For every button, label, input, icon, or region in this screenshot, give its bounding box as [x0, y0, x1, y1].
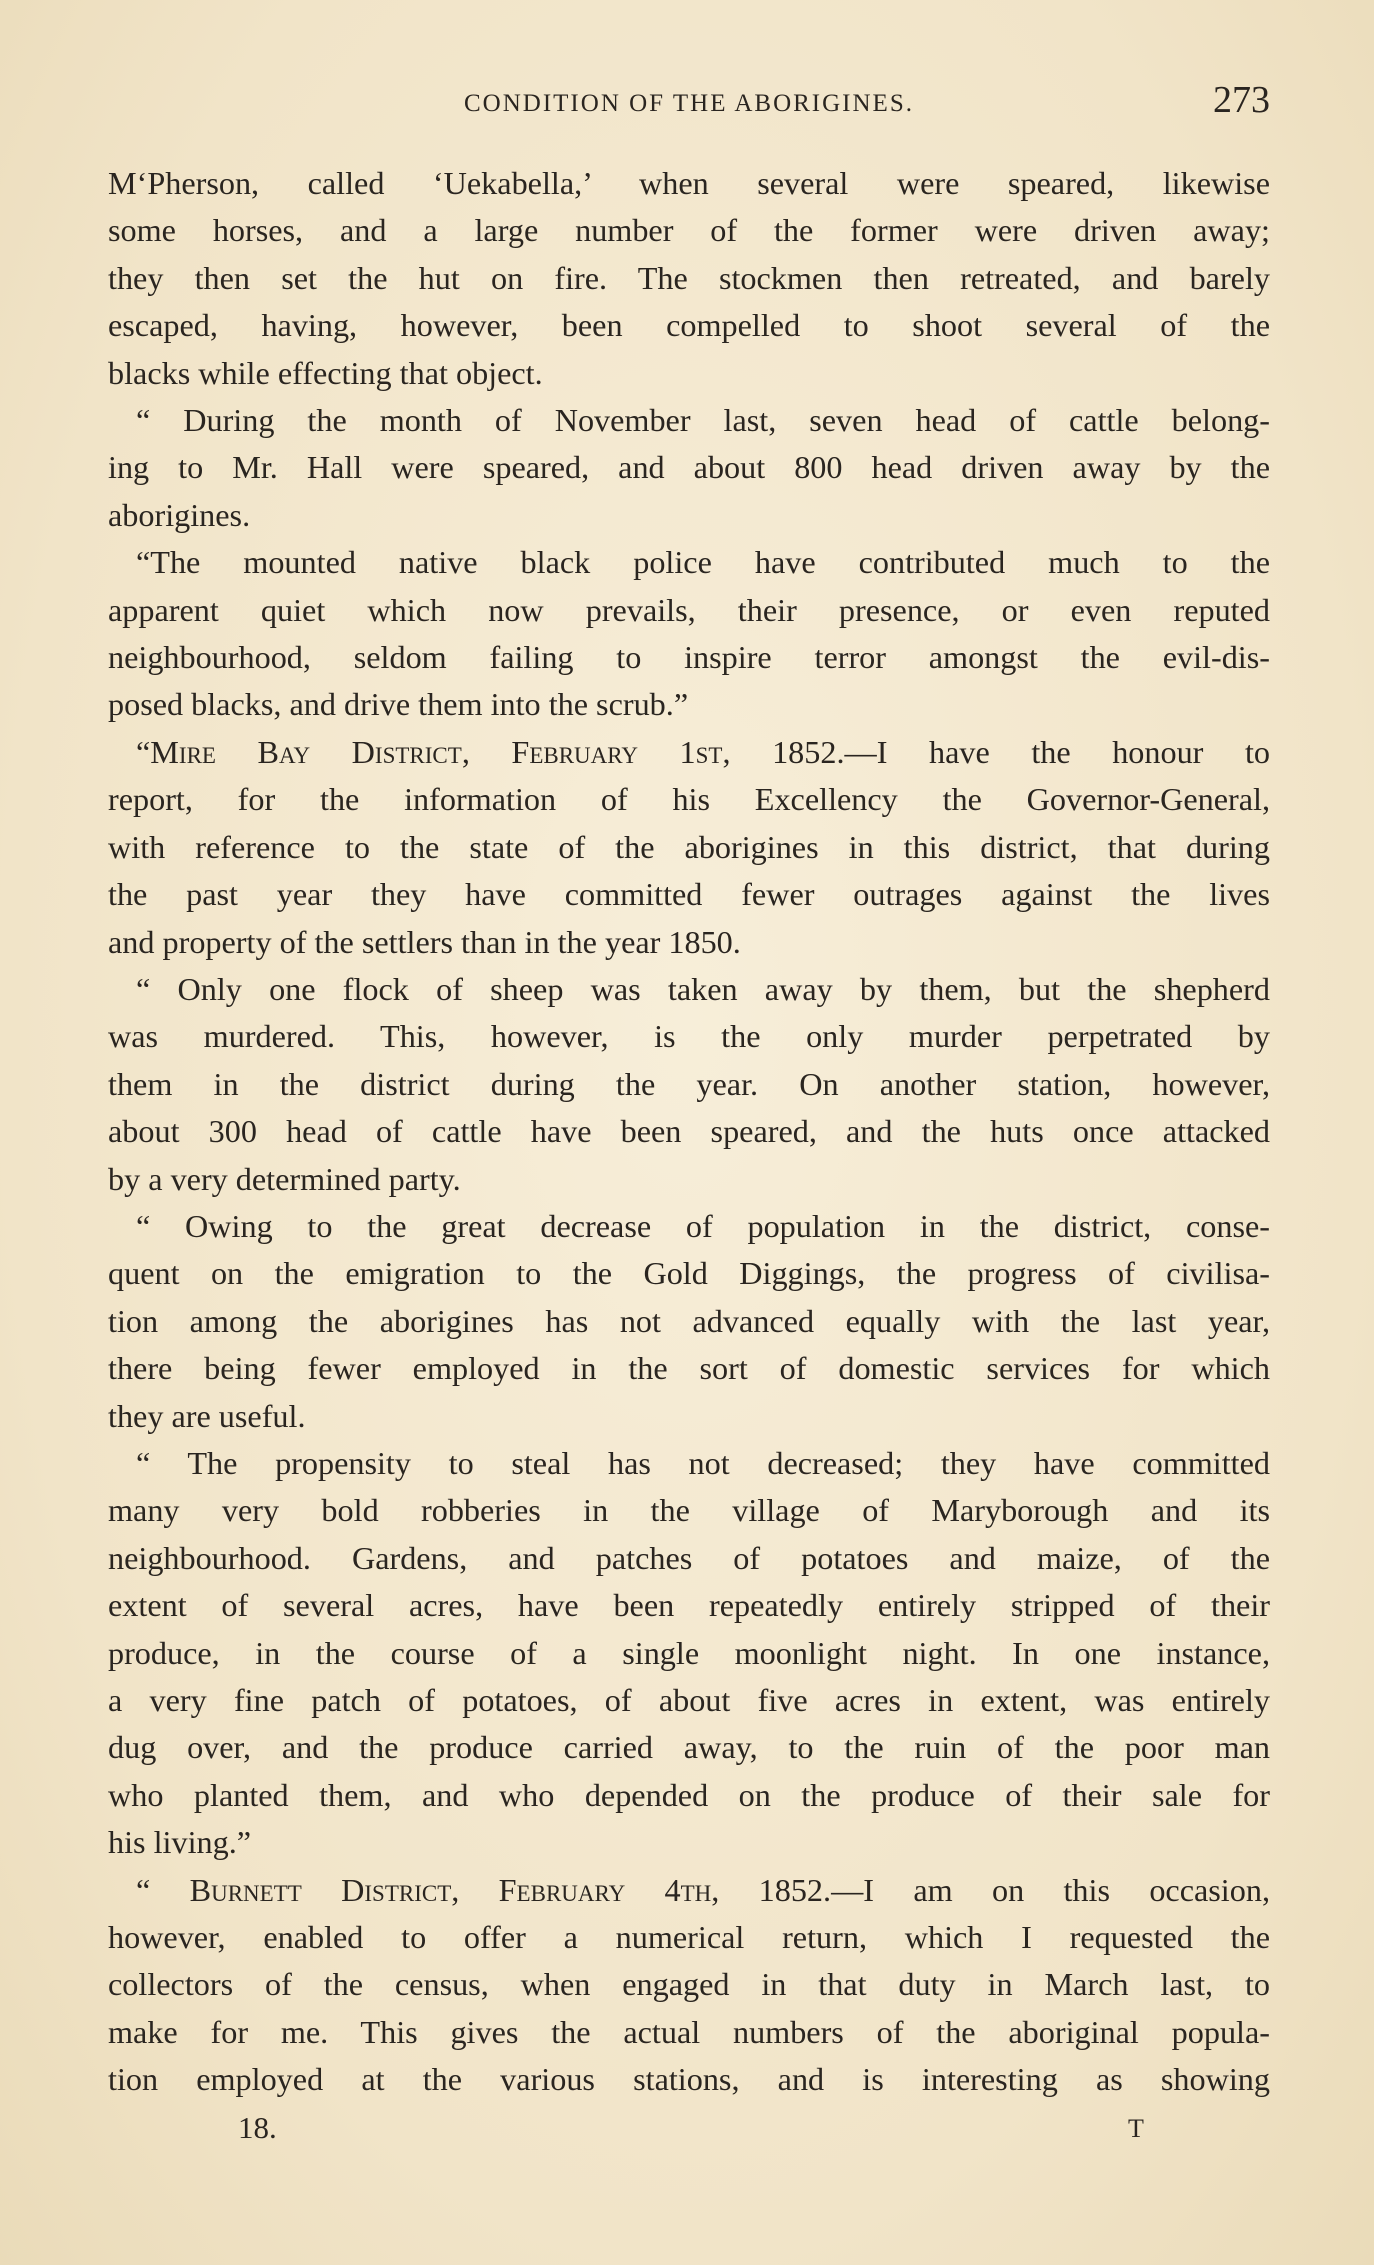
text-line: tion among the aborigines has not advanced equally with the last year,: [108, 1302, 1270, 1339]
text-line: who planted them, and who depended on the produce of their sale for: [108, 1776, 1270, 1813]
text-line: tion employed at the various stations, and is interesting as showing: [108, 2061, 1270, 2098]
paragraph: [108, 160, 1270, 397]
paragraph: [108, 539, 1270, 729]
signature-mark: 18.: [238, 2109, 277, 2145]
page-number: 273: [1213, 79, 1270, 121]
text-line: they are useful.: [108, 1397, 306, 1434]
text-line: neighbourhood, seldom failing to inspire terror amongst the evil-dis-: [108, 639, 1270, 676]
text-line: aborigines.: [108, 496, 251, 533]
body-text: [108, 160, 1270, 2104]
text-line: a very fine patch of potatoes, of about five acres in extent, was entirely: [108, 1682, 1270, 1718]
text-line: there being fewer employed in the sort of domestic services for which: [108, 1350, 1270, 1387]
text-line: collectors of the census, when engaged in that duty in March last, to: [108, 1966, 1270, 2003]
book-page: [108, 78, 1270, 2160]
paragraph: [108, 729, 1270, 966]
text-line: produce, in the course of a single moonlight night. In one instance,: [108, 1634, 1270, 1671]
paragraph: [108, 1203, 1270, 1440]
district-heading: Mire Bay District, February 1st, 1852.: [150, 733, 845, 770]
text-line: “Mire Bay District, February 1st, 1852.—I have the honour to: [136, 733, 1270, 770]
text-line: and property of the settlers than in the year 1850.: [108, 923, 741, 960]
text-line: ing to Mr. Hall were speared, and about 800 head driven away by the: [108, 449, 1270, 486]
text-line: them in the district during the year. On another station, however,: [108, 1065, 1270, 1102]
text-line: “ Burnett District, February 4th, 1852.—I am on this occasion,: [136, 1871, 1270, 1908]
text-line: was murdered. This, however, is the only murder perpetrated by: [108, 1018, 1270, 1055]
text-line: some horses, and a large number of the former were driven away;: [108, 212, 1270, 249]
text-line: quent on the emigration to the Gold Diggings, the progress of civilisa-: [108, 1255, 1270, 1292]
text-line: posed blacks, and drive them into the scrub.”: [108, 686, 689, 723]
text-line: however, enabled to offer a numerical return, which I requested the: [108, 1919, 1270, 1956]
district-heading: Burnett District, February 4th, 1852.: [189, 1871, 832, 1908]
text-line: many very bold robberies in the village of Maryborough and its: [108, 1492, 1270, 1529]
text-span: —I have the honour to: [844, 733, 1270, 770]
text-line: “ The propensity to steal has not decreased; they have committed: [136, 1444, 1270, 1481]
text-line: escaped, having, however, been compelled to shoot several of the: [108, 307, 1270, 344]
text-line: apparent quiet which now prevails, their presence, or even reputed: [108, 591, 1270, 628]
text-line: “ During the month of November last, seven head of cattle belong-: [136, 402, 1270, 439]
text-line: the past year they have committed fewer outrages against the lives: [108, 876, 1270, 913]
text-line: his living.”: [108, 1824, 252, 1861]
text-line: M‘Pherson, called ‘Uekabella,’ when several were speared, likewise: [108, 165, 1270, 201]
paragraph: [108, 397, 1270, 539]
text-line: extent of several acres, have been repeatedly entirely stripped of their: [108, 1587, 1270, 1624]
text-line: they then set the hut on fire. The stockmen then retreated, and barely: [108, 259, 1270, 296]
text-line: make for me. This gives the actual numbers of the aboriginal popula-: [108, 2013, 1270, 2050]
text-span: —I am on this occasion,: [831, 1871, 1270, 1908]
text-line: by a very determined party.: [108, 1160, 461, 1197]
text-line: “The mounted native black police have contributed much to the: [136, 544, 1270, 581]
text-line: “ Owing to the great decrease of population in the district, conse-: [136, 1207, 1270, 1244]
signature-letter: T: [1128, 2113, 1144, 2143]
running-head: [108, 78, 1270, 130]
text-line: neighbourhood. Gardens, and patches of potatoes and maize, of the: [108, 1539, 1270, 1576]
text-line: with reference to the state of the aborigines in this district, that during: [108, 828, 1270, 865]
page-footer: [108, 2110, 1270, 2160]
text-line: about 300 head of cattle have been speared, and the huts once attacked: [108, 1113, 1270, 1150]
running-title: CONDITION OF THE ABORIGINES.: [464, 90, 914, 117]
text-line: dug over, and the produce carried away, to the ruin of the poor man: [108, 1729, 1270, 1766]
paragraph: [108, 966, 1270, 1203]
text-line: report, for the information of his Excellency the Governor-General,: [108, 781, 1270, 818]
paragraph: [108, 1867, 1270, 2104]
paragraph: [108, 1440, 1270, 1867]
text-line: “ Only one flock of sheep was taken away by them, but the shepherd: [136, 970, 1270, 1007]
text-line: blacks while effecting that object.: [108, 354, 543, 391]
